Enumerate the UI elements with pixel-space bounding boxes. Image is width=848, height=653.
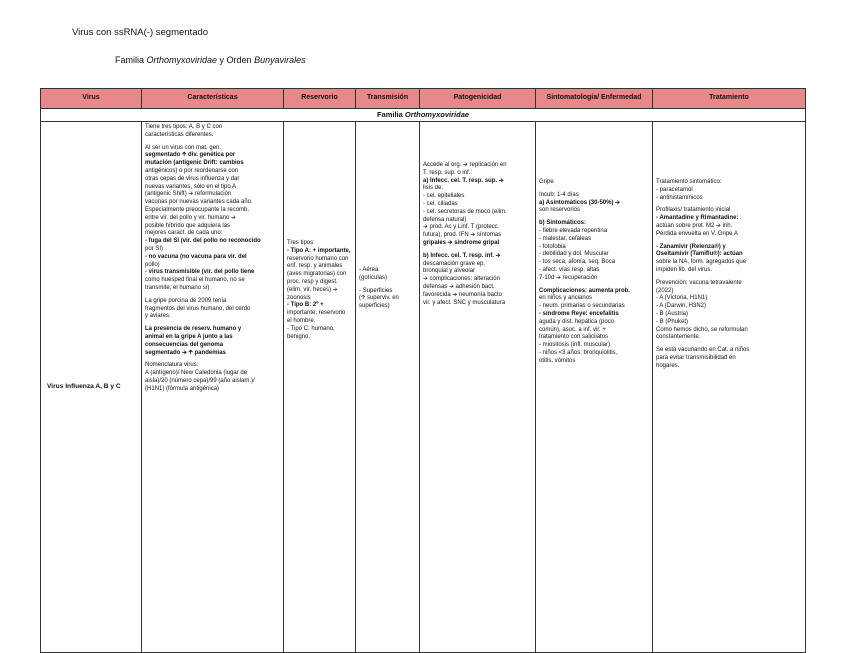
patogenicidad-line: a) Infecc. cel. T. resp. sup. 🡪 [423,177,504,184]
cell-transmision [356,122,420,653]
caracteristicas-line: nuevas variantes, sólo en el tipo A [145,183,237,190]
caracteristicas-line: aisla)/20 (número cepa)/99 (año aislam.)/ [145,377,255,384]
patogenicidad-line: gripales 🡪 síndrome gripal [423,239,500,246]
sintomatologia-line: - afect. vías resp. altas [539,266,600,273]
sintomatologia-line: Gripe [539,179,554,185]
patogenicidad-line: descamación grave ep. [423,260,486,267]
cell-sintomatologia [536,122,653,653]
caracteristicas-line: Al ser un virus con mat. gen. [145,144,222,151]
tratamiento-paragraph [656,244,802,275]
sintomatologia-line: en niños y ancianos [539,295,593,302]
patogenicidad-line: defensas 🡪 adhesión bact. [423,283,495,290]
tratamiento-line: - Amantadine y Rimantadine: [656,215,739,222]
caracteristicas-line: animal en la gripe A junto a las [145,333,233,340]
sintomatologia-paragraph [539,288,649,366]
patogenicidad-line: 🡪 prod. Ac y Linf. T (protecc. [423,224,500,231]
tratamiento-line: - A (Darwin, H3N2) [656,303,707,310]
sintomatologia-line: - debilidad y dol. Muscular [539,251,609,258]
patogenicidad-line: Accede al org. 🡪 replicación en [423,162,507,168]
caracteristicas-line: vacunas por nuevas variantes cada año. [145,199,253,206]
tratamiento-paragraph [656,179,802,202]
sintomatologia-line: 7-10d 🡪 recuperación [539,274,598,281]
reservorio-paragraph [287,240,352,341]
patogenicidad-line: lisis de: [423,185,444,192]
sintomatologia-line: otitis, vómitos [539,357,576,364]
patogenicidad-line: - cel. secretoras de moco (elim. [423,208,507,215]
caracteristicas-line: La presencia de reserv. humano y [145,326,242,333]
reservorio-line: (aves migratorias) con [287,271,347,278]
caracteristicas-line: y aviares. [145,313,171,320]
reservorio-line: - Tipo C: humano, [287,325,335,332]
caracteristicas-paragraph [145,124,280,140]
caracteristicas-line: Especialmente preocupante la recomb. [145,206,250,213]
reservorio-line: zoonosis [287,294,311,301]
virus-table [40,88,806,653]
patogenicidad-line: vir. y afect. SNC y musculatura [423,299,506,306]
tratamiento-line: sobre la NA, form. agregados que [656,259,747,266]
caracteristicas-line: pollo) [145,261,160,268]
caracteristicas-line: - virus transmisible (vir. del pollo tiene [145,269,255,276]
caracteristicas-paragraph [145,326,280,357]
caracteristicas-paragraph [145,298,280,321]
transmision-line: (🡩 superviv. en [359,295,399,302]
caracteristicas-paragraph [145,145,280,293]
caracteristicas-line: transmite, el humano sí) [145,284,210,291]
tratamiento-line: Se está vacunando en Cat. a niños [656,347,750,354]
sintomatologia-paragraph [539,220,649,282]
caracteristicas-line: mutación (antigenic Drift: cambios [145,160,244,167]
caracteristicas-line: (H1N1) (fórmula antigénica) [145,385,220,392]
tratamiento-line: hogares. [656,362,680,369]
patogenicidad-line: - cel. epiteliales [423,193,465,200]
patogenicidad-line: 🡪 complicaciones: alteración [423,276,500,283]
reservorio-line: proc. resp y digest. [287,278,338,285]
document-title: Virus con ssRNA(-) segmentado [72,27,209,38]
caracteristicas-line: A (antígeno)/ New Caledonia (lugar de [145,370,248,377]
document-subtitle [115,55,306,65]
patogenicidad-line: - cel. ciliadas [423,200,458,207]
sintomatologia-line: Complicaciones: aumenta prob. [539,287,631,294]
cell-patogenicidad [420,122,536,653]
tratamiento-line: constantemente. [656,334,701,341]
caracteristicas-line: otras cepas de virus influenza y dar [145,175,240,182]
reservorio-line: - Tipo B: 2º + [287,302,324,309]
tratamiento-line: Como hemos dicho, se reformulan [656,326,748,333]
sintomatologia-line: Incub: 1-4 días [539,191,579,198]
sintomatologia-line: - tos seca, afonía, seq. Boca [539,259,616,266]
sintomatologia-line: aguda y dist. hepática (poco [539,318,615,325]
cell-tratamiento [653,122,806,653]
subtitle-family-orthomyxoviridae: Orthomyxoviridae [146,55,218,65]
transmision-paragraph [359,267,416,283]
tratamiento-line: Tratamiento sintomático: [656,179,722,185]
caracteristicas-line: segmentado 🡩 div. genética por [145,152,236,159]
caracteristicas-line: características diferentes. [145,131,214,138]
tratamiento-paragraph [656,280,802,342]
subtitle-order-bunyavirales: Bunyavirales [254,55,306,65]
tratamiento-line: actúan sobre prot. M2 🡪 inh. [656,222,733,229]
sintomatologia-line: - fiebre elevada repentina [539,227,608,234]
reservorio-line: reservorio humano con [287,255,349,262]
tratamiento-line: (2022) [656,287,674,294]
patogenicidad-paragraph [423,162,532,248]
reservorio-line: importante, reservorio [287,310,346,317]
subtitle-mid: y Orden [217,55,255,65]
header-sintomatologia: Sintomatología/ Enfermedad [536,89,653,109]
tratamiento-line: Profilaxis/ tratamiento inicial [656,207,731,214]
caracteristicas-line: como huésped final el humano, no se [145,277,245,284]
reservorio-line: Tres tipos: [287,240,315,246]
sintomatologia-line: común), asoc. a inf. vir. + [539,326,606,333]
tratamiento-line: impiden lib. del virus. [656,266,713,273]
cell-caracteristicas [142,122,284,653]
tratamiento-line: Prevención: vacuna tetravalente [656,279,742,286]
patogenicidad-line: futura), prod. IFN 🡪 síntomas [423,232,502,239]
header-reservorio: Reservorio [284,89,356,109]
tratamiento-line: Oseltamivir (Tamiflu®): actúan [656,251,743,258]
tratamiento-line: para evitar transmisibilidad en [656,354,736,361]
patogenicidad-paragraph [423,253,532,308]
transmision-paragraph [359,288,416,311]
reservorio-line: enf. resp. y animales [287,263,343,270]
sintomatologia-paragraph [539,179,649,187]
reservorio-line: (elim. vír. heces) 🡪 [287,286,338,293]
family-row [41,109,806,122]
reservorio-line: el hombre. [287,317,316,324]
caracteristicas-line: por SI) [145,245,164,252]
caracteristicas-line: (antigenic Shift) 🡪 reformulación [145,191,232,198]
caracteristicas-line: posible híbrido que adquiera las [145,222,231,229]
header-row [41,89,806,109]
tratamiento-line: - B (Austria) [656,310,689,317]
transmision-line: superficies) [359,303,390,310]
sintomatologia-line: - neum. primarias o secundarias [539,303,625,310]
subtitle-prefix: Familia [115,55,147,65]
family-row-cell: Familia Orthomyxoviridae [41,109,806,122]
header-caracteristicas: Características [142,89,284,109]
header-transmision: Transmisión [356,89,420,109]
reservorio-line: benigno. [287,333,311,340]
caracteristicas-line: Nomenclatura virus: [145,362,199,369]
caracteristicas-line: - no vacuna (no vacuna para vir. del [145,253,247,260]
transmision-line: - Aérea [359,267,379,273]
patogenicidad-line: favorecida 🡪 neumonía bacto [423,291,502,298]
sintomatologia-paragraph [539,192,649,215]
caracteristicas-line: Tiene tres tipos: A, B y C con [145,124,223,130]
header-tratamiento: Tratamiento [653,89,806,109]
header-patogenicidad: Patogenicidad [420,89,536,109]
tratamiento-line: - antihistamínicos [656,194,703,201]
cell-reservorio [284,122,356,653]
caracteristicas-line: La gripe porcina de 2009 tenía [145,297,227,304]
sintomatologia-line: - síndrome Reye: encefalitis [539,310,619,317]
table-row [41,122,806,653]
tratamiento-line: - paracetamol [656,186,693,193]
reservorio-line: - Tipo A: + importante, [287,247,351,254]
caracteristicas-paragraph [145,362,280,393]
patogenicidad-line: T. resp. sup. o inf.: [423,169,473,176]
sintomatologia-line: - fotofobia [539,243,566,250]
sintomatologia-line: tratamiento con salicilatos [539,334,609,341]
caracteristicas-line: antigénicos) o por reordenarse con [145,167,239,174]
caracteristicas-line: entre vir. del pollo y vir. humano 🡪 [145,214,236,221]
tratamiento-line: - Zanamivir (Relenza®) y [656,243,726,250]
sintomatologia-line: b) Sintomáticos: [539,220,587,227]
sintomatologia-line: - miositosis (infl. muscular) [539,342,611,349]
sintomatologia-line: - malestar, cefaleas [539,235,592,242]
caracteristicas-line: mejores caract. de cada uno: [145,230,223,237]
caracteristicas-line: - fuga del SI (vir. del pollo no reconocido [145,238,261,245]
tratamiento-line: - A (Victoria, H1N1) [656,295,708,302]
tratamiento-line: Pérdida envuelta en V. Gripe A [656,230,738,237]
sintomatologia-line: - niños <3 años: bronquiolitis, [539,349,618,356]
transmision-line: (gotículas) [359,274,388,281]
sintomatologia-line: a) Asintomáticos (30-50%) 🡪 [539,199,621,206]
sintomatologia-line: son reservorios [539,207,581,214]
tratamiento-paragraph [656,207,802,238]
patogenicidad-line: b) Infecc. cel. T. resp. inf. 🡪 [423,252,501,259]
caracteristicas-line: consecuencias del genoma [145,341,224,348]
cell-virus: Virus Influenza A, B y C [41,122,142,653]
tratamiento-paragraph [656,347,802,370]
header-virus: Virus [41,89,142,109]
patogenicidad-line: bronquial y alveolar [423,268,476,275]
patogenicidad-line: defensa natural) [423,216,467,223]
caracteristicas-line: segmentado 🡪 🡩 pandemias [145,349,226,356]
transmision-line: - Superficies [359,287,393,294]
tratamiento-line: - B (Phuket) [656,318,689,325]
caracteristicas-line: fragmentos del virus humano, del cerdo [145,305,251,312]
